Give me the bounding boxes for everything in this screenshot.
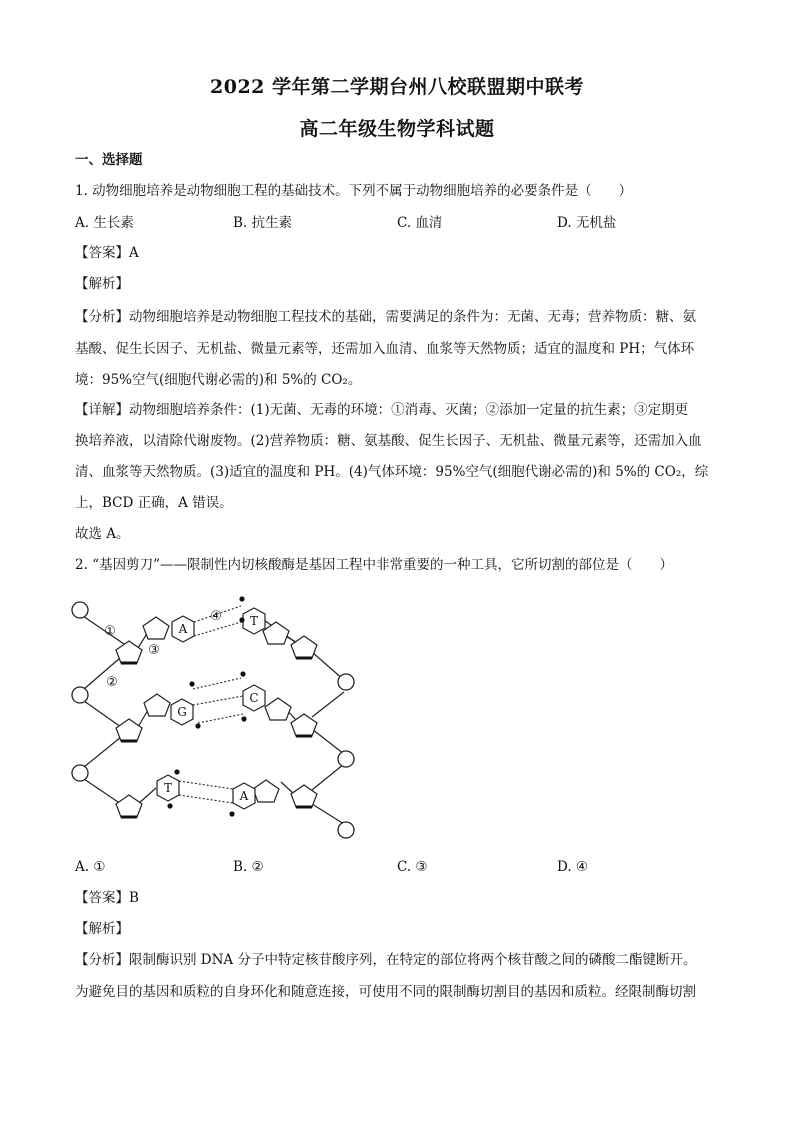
backbone-bond: [312, 692, 344, 717]
q1-analysis-line-3: 境：95%空气(细胞代谢必需的)和 5%的 CO₂。: [75, 372, 362, 388]
backbone-bond: [312, 729, 344, 754]
phosphate-circle: [338, 674, 354, 690]
q1-analysis-line-2: 基酸、促生长因子、无机盐、微量元素等，还需加入血清、血浆等天然物质；适宜的温度和 PH；气体环: [75, 341, 695, 357]
phosphate-circle: [72, 765, 88, 781]
sugar-pentagon: [143, 617, 169, 639]
q2-analysis-line-1: 【分析】限制酶识别 DNA 分子中特定核苷酸序列，在特定的部位将两个核苷酸之间的磷酸二酯键断开。: [75, 952, 697, 968]
q1-detail-line-4: 上，BCD 正确，A 错误。: [75, 495, 233, 511]
q1-detail-line-1: 【详解】动物细胞培养条件：(1)无菌、无毒的环境：①消毒、灭菌；②添加一定量的抗生素；③定期更: [75, 402, 689, 418]
sugar-pentagon: [253, 780, 279, 802]
phosphate-circle: [72, 687, 88, 703]
q2-option-c: C. ③: [397, 859, 428, 875]
backbone-bond: [84, 701, 121, 727]
sugar-pentagon: [263, 622, 289, 644]
q1-jiexi: 【解析】: [75, 276, 129, 292]
backbone-bond: [84, 779, 121, 804]
q2-option-a: A. ①: [75, 859, 106, 875]
backbone-bond: [312, 804, 344, 824]
sugar-link: [138, 710, 148, 727]
q2-answer: 【答案】B: [75, 890, 139, 906]
exam-title: 2022 学年第二学期台州八校联盟期中联考: [210, 76, 584, 98]
q1-answer: 【答案】A: [75, 245, 139, 261]
q1-option-c: C. 血清: [397, 215, 443, 231]
q2-jiexi: 【解析】: [75, 921, 129, 937]
sugar-link: [138, 788, 156, 804]
q2-option-b: B. ②: [233, 859, 264, 875]
q1-option-b: B. 抗生素: [233, 215, 293, 231]
backbone-bond: [312, 652, 344, 680]
dna-structure-diagram: [66, 592, 366, 842]
phosphate-circle: [72, 602, 88, 618]
base-letter: T: [163, 781, 173, 795]
base-letter: A: [239, 789, 249, 803]
q1-analysis-line-1: 【分析】动物细胞培养是动物细胞工程技术的基础，需要满足的条件为：无菌、无毒；营养物质：糖、氨: [75, 309, 696, 325]
hydrogen-bond: [193, 678, 241, 689]
question-2-stem: 2. “基因剪刀”——限制性内切核酸酶是基因工程中非常重要的一种工具，它所切割的部位是（ ）: [75, 557, 673, 573]
q1-choose: 故选 A。: [75, 526, 130, 542]
marker-3: ③: [148, 643, 160, 658]
q1-detail-line-2: 换培养液，以清除代谢废物。(2)营养物质：糖、氨基酸、促生长因子、无机盐、微量元素等，还需加入血: [75, 433, 702, 449]
marker-1: ①: [104, 624, 116, 639]
q1-option-d: D. 无机盐: [557, 215, 617, 231]
hydrogen-bond: [193, 696, 243, 705]
section-heading: 一、选择题: [75, 152, 143, 168]
base-letter: A: [178, 622, 188, 636]
phosphate-circle: [338, 751, 354, 767]
marker-4: ④: [210, 609, 222, 624]
q2-analysis-line-2: 为避免目的基因和质粒的自身环化和随意连接，可使用不同的限制酶切割目的基因和质粒。经限制酶切割: [75, 984, 696, 1000]
sugar-pentagon: [291, 785, 317, 807]
base-letter: C: [249, 691, 259, 705]
q2-option-d: D. ④: [557, 859, 589, 875]
backbone-bond: [80, 614, 124, 644]
marker-2: ②: [106, 675, 118, 690]
phosphate-circle: [338, 822, 354, 838]
base-letter: T: [249, 614, 259, 628]
hydrogen-bond: [194, 622, 241, 636]
sugar-pentagon: [291, 714, 317, 736]
sugar-pentagon: [116, 641, 142, 663]
q1-option-a: A. 生长素: [75, 215, 134, 231]
hydrogen-bond: [179, 795, 233, 803]
hydrogen-bond: [198, 714, 243, 723]
sugar-pentagon: [144, 694, 170, 716]
sugar-pentagon: [265, 698, 291, 720]
sugar-link: [281, 782, 294, 794]
sugar-pentagon: [116, 795, 142, 817]
backbone-bond: [312, 764, 344, 790]
exam-subtitle: 高二年级生物学科试题: [299, 118, 495, 140]
sugar-pentagon: [116, 719, 142, 741]
sugar-pentagon: [291, 636, 317, 658]
backbone-bond: [84, 737, 121, 767]
hydrogen-bond: [179, 781, 233, 789]
base-letter: G: [177, 705, 187, 719]
question-1-stem: 1. 动物细胞培养是动物细胞工程的基础技术。下列不属于动物细胞培养的必要条件是（ ）: [75, 183, 633, 199]
q1-detail-line-3: 清、血浆等天然物质。(3)适宜的温度和 PH。(4)气体环境：95%空气(细胞代谢必需的)和 5%的 CO₂，综: [75, 464, 709, 480]
